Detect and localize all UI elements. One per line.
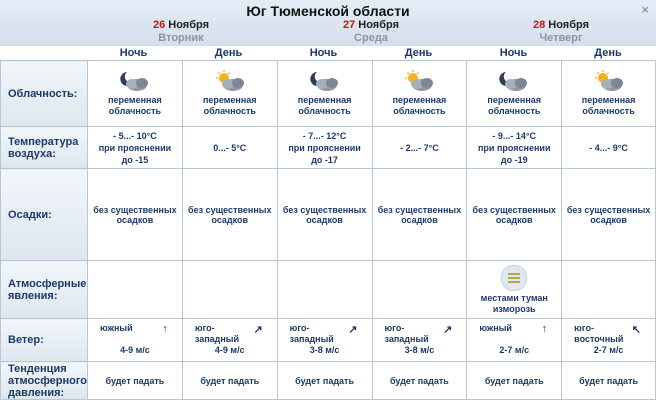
phenomena-cell [182,261,277,319]
row-label: Облачность: [1,61,88,127]
temp-min: до -15 [121,154,149,165]
day-month: Ноября [168,19,210,31]
wind-direction: южный [100,323,133,333]
period-day-1: День [214,47,243,59]
wind-direction: южный [479,323,512,333]
wind-direction: юго-восточный [574,323,624,344]
cloud-text: переменная облачность [108,95,162,116]
temp-cell [277,127,372,169]
pressure-cell: будет падать [467,362,562,400]
wind-cell [88,319,183,362]
row-label: Тенденция атмосферного давления: [1,362,88,400]
wind-speed: 3-8 м/с [309,345,340,355]
cloud-text: переменная облачность [392,95,447,116]
night-partly-cloudy-icon [307,70,343,92]
day-month: Ноября [548,19,590,31]
day-header-1 [86,19,276,45]
wind-arrow-icon: ↗ [348,324,358,336]
period-night-1: Ночь [119,47,148,59]
cloud-text: переменная облачность [202,95,257,116]
close-icon[interactable]: × [641,2,649,17]
temp-cell [372,127,467,169]
phenomena-cell [372,261,467,319]
precip-cell: без существенных осадков [277,169,372,261]
pressure-cell: будет падать [182,362,277,400]
temp-range: - 9...- 14°C [492,130,537,141]
pressure-cell: будет падать [88,362,183,400]
pressure-cell: будет падать [372,362,467,400]
row-label: Ветер: [1,319,88,362]
temp-cell [467,127,562,169]
row-cloudiness [1,61,656,127]
temp-cell [182,127,277,169]
wind-cell [277,319,372,362]
temp-range: - 2...- 7°C [400,142,439,153]
wind-arrow-icon: ↑ [541,323,548,335]
cloud-cell [88,61,183,127]
temp-range: - 4...- 9°C [589,142,628,153]
row-wind [1,319,656,362]
wind-direction: юго-западный [194,323,240,344]
wind-arrow-icon: ↑ [162,323,168,335]
night-partly-cloudy-icon [117,70,153,92]
temp-min: до -19 [500,154,528,165]
cloud-cell [277,61,372,127]
phenomena-text: местами туман изморозь [480,292,548,314]
temp-range: - 7...- 12°C [302,130,347,141]
day-partly-cloudy-icon [591,70,627,92]
wind-cell [182,319,277,362]
wind-cell [562,319,656,362]
temp-cell [88,127,183,169]
temp-range: - 5...- 10°C [113,130,157,141]
precip-cell: без существенных осадков [562,169,656,261]
wind-speed: 2-7 м/с [593,345,624,355]
day-month: Ноября [358,19,400,31]
day-number: 26 [152,19,166,31]
wind-speed: 2-7 м/с [499,345,530,355]
wind-arrow-icon: ↗ [253,324,263,336]
day-weekday: Среда [354,32,388,44]
day-partly-cloudy-icon [212,70,248,92]
row-phenomena [1,261,656,319]
cloud-text: переменная облачность [581,95,636,116]
night-partly-cloudy-icon [496,70,532,92]
fog-icon [501,265,527,291]
wind-speed: 4-9 м/с [120,345,150,355]
forecast-header [0,0,656,46]
cloud-cell [182,61,277,127]
wind-arrow-icon: ↗ [443,324,453,336]
row-pressure [1,362,656,400]
cloud-text: переменная облачность [487,95,542,116]
wind-cell [372,319,467,362]
wind-speed: 4-9 м/с [214,345,245,355]
cloud-text: переменная облачность [297,95,352,116]
phenomena-cell [277,261,372,319]
period-night-3: Ночь [499,47,528,59]
precip-cell: без существенных осадков [88,169,183,261]
wind-direction: юго-западный [384,323,429,344]
day-weekday: Четверг [539,32,583,44]
precip-cell: без существенных осадков [467,169,562,261]
wind-direction: юго-западный [289,323,334,344]
region-title: Юг Тюменской области [246,3,410,19]
day-header-3 [466,19,656,45]
temp-cell [562,127,656,169]
day-number: 27 [342,19,356,31]
temp-note: при прояснении [288,142,361,153]
temp-note: при прояснении [478,142,551,153]
phenomena-cell [88,261,183,319]
forecast-table [0,60,656,400]
pressure-cell: будет падать [277,362,372,400]
phenomena-cell [562,261,656,319]
cloud-cell [562,61,656,127]
temp-note: при прояснении [98,142,172,153]
row-label: Осадки: [1,169,88,261]
row-precipitation [1,169,656,261]
day-weekday: Вторник [158,32,204,44]
row-label: Температура воздуха: [1,127,88,169]
temp-range: 0...- 5°C [213,142,247,153]
wind-cell [467,319,562,362]
wind-speed: 3-8 м/с [404,345,435,355]
day-number: 28 [532,19,546,31]
phenomena-cell [467,261,562,319]
cloud-cell [372,61,467,127]
day-header-2 [276,19,466,45]
temp-min: до -17 [311,154,338,165]
cloud-cell [467,61,562,127]
precip-cell: без существенных осадков [182,169,277,261]
day-partly-cloudy-icon [401,70,437,92]
row-label: Атмосферные явления: [1,261,88,319]
row-temperature [1,127,656,169]
wind-arrow-icon: ↖ [631,324,641,336]
period-day-3: День [594,47,622,59]
precip-cell: без существенных осадков [372,169,467,261]
period-day-2: День [404,47,433,59]
pressure-cell: будет падать [562,362,656,400]
period-night-2: Ночь [309,47,338,59]
